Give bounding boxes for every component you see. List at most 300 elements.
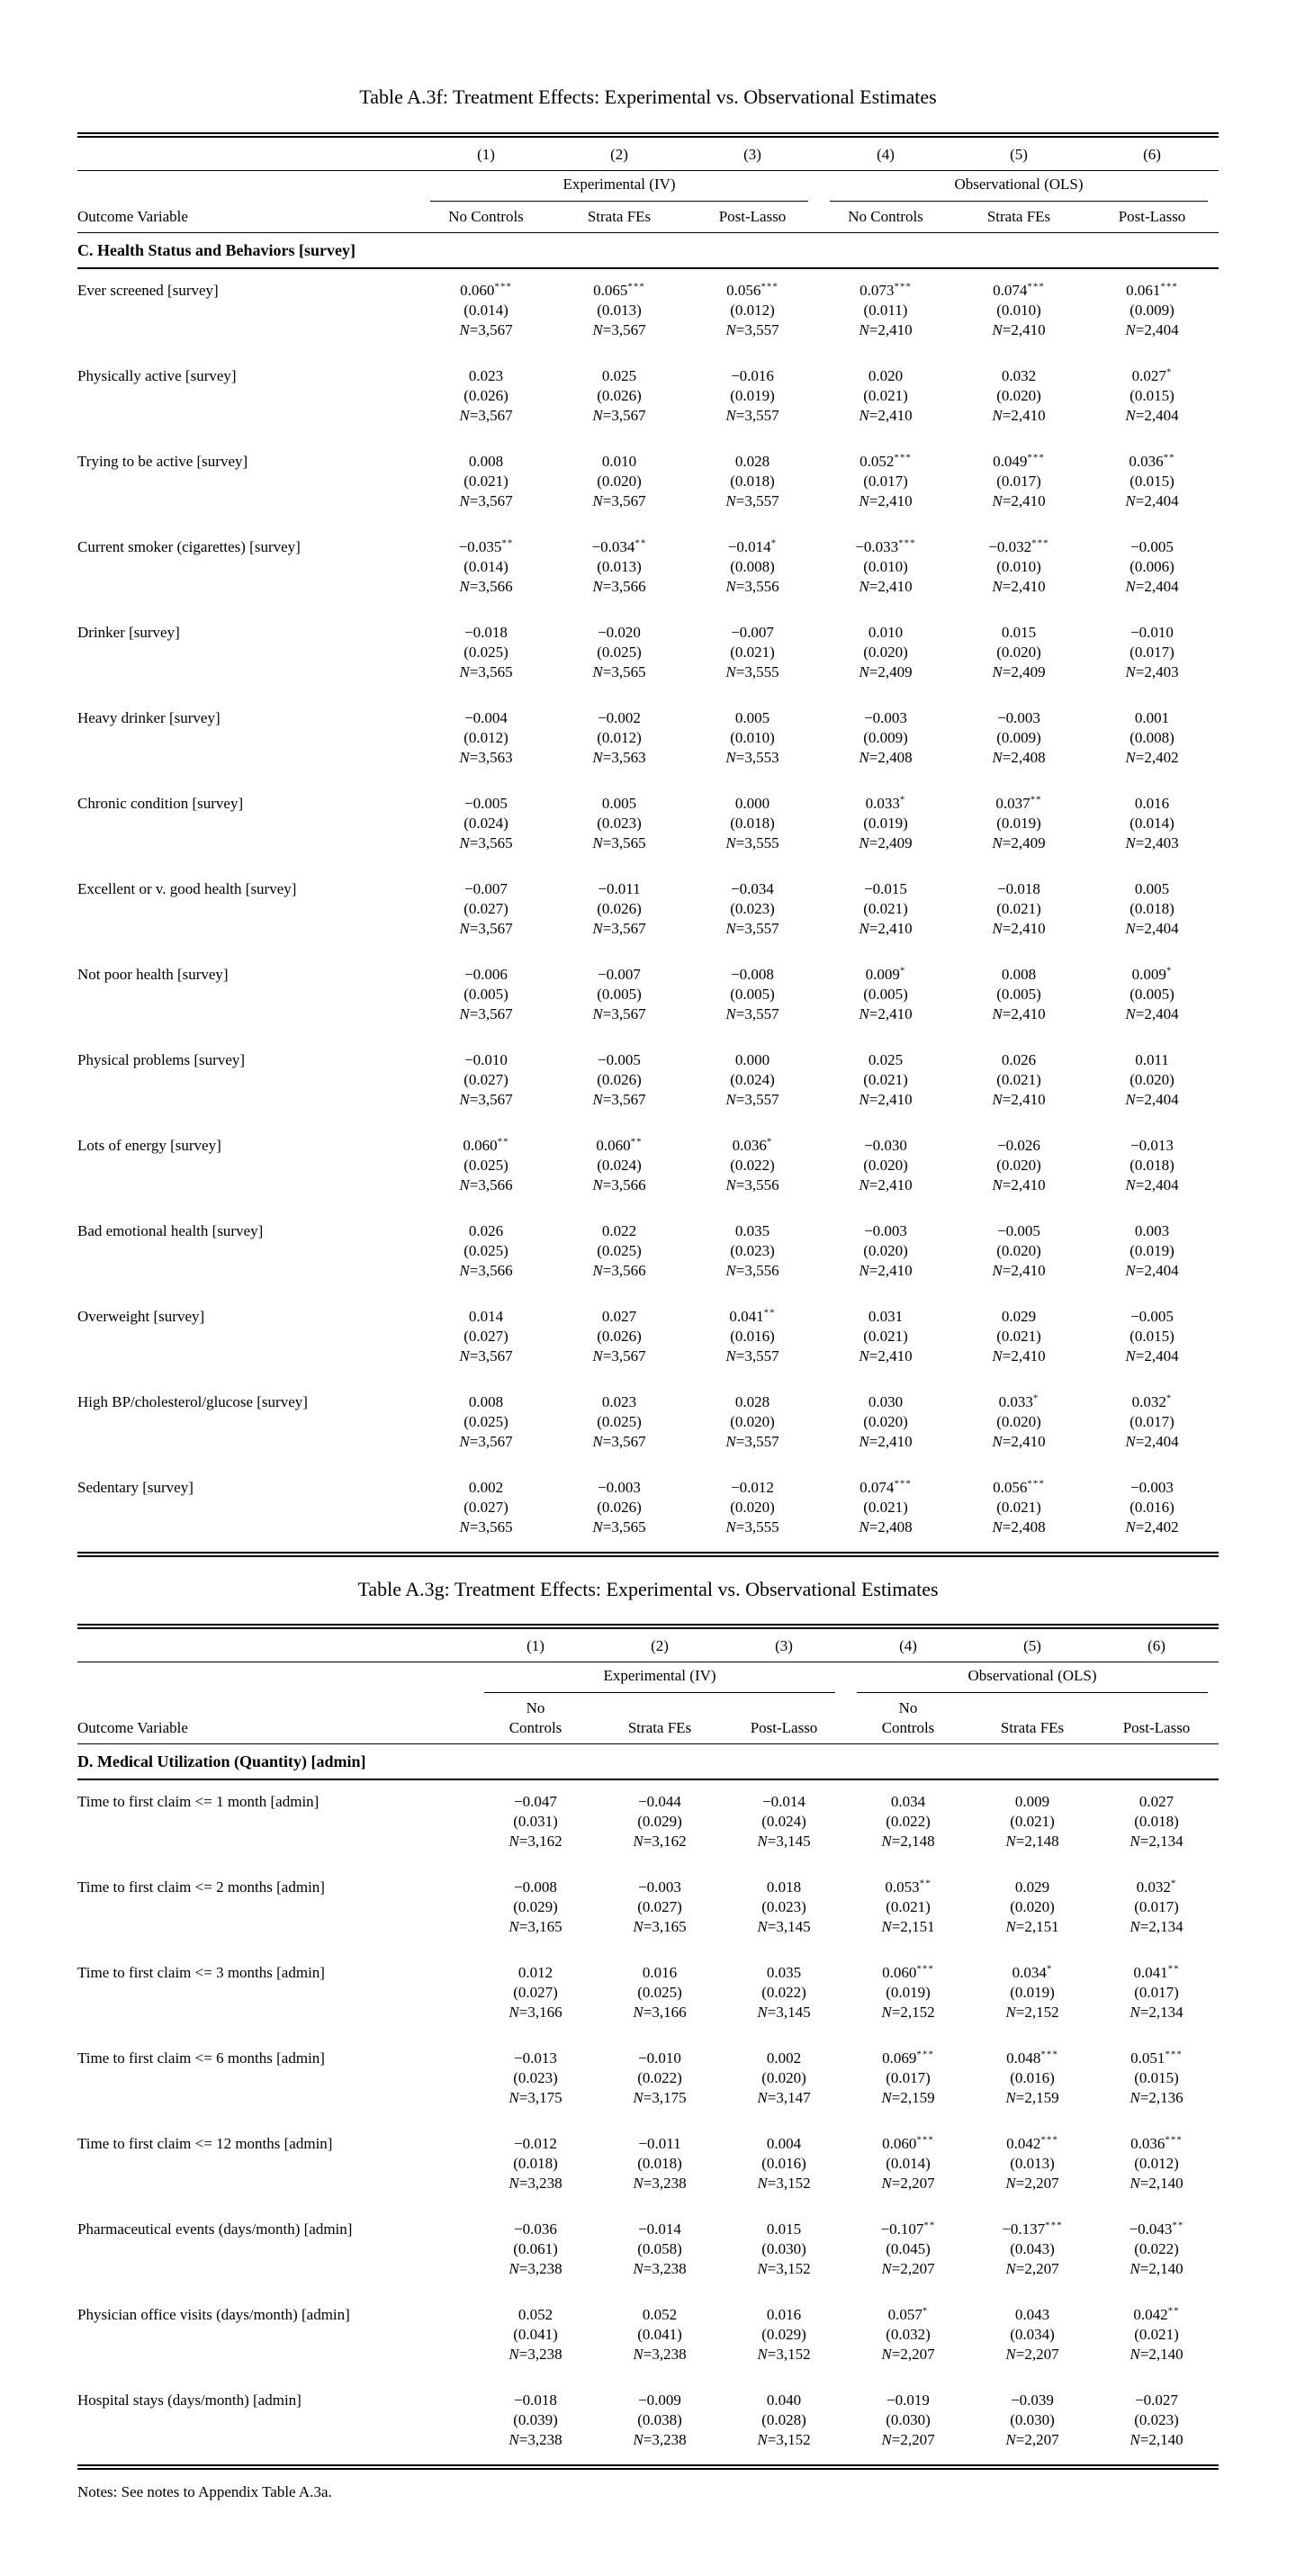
estimate-value: −0.019 xyxy=(886,2391,930,2409)
estimate-value: 0.042** xyxy=(1133,2305,1180,2323)
standard-error: (0.008) xyxy=(730,558,775,575)
result-cell xyxy=(722,2305,846,2364)
significance-stars: *** xyxy=(1027,452,1045,464)
significance-stars: ** xyxy=(1167,2305,1180,2317)
standard-error: (0.020) xyxy=(597,473,642,490)
result-cell xyxy=(970,1963,1094,2022)
result-cell xyxy=(419,794,553,853)
estimate-value: −0.005 xyxy=(464,795,508,812)
sample-size: N=3,567 xyxy=(459,492,513,509)
sample-size: N=3,145 xyxy=(757,1833,811,1850)
sample-size: N=2,408 xyxy=(992,749,1046,766)
standard-error: (0.020) xyxy=(863,644,908,661)
standard-error: (0.021) xyxy=(863,1071,908,1088)
sample-size: N=2,410 xyxy=(992,1347,1046,1365)
result-cell xyxy=(553,1050,686,1110)
estimate-value: 0.003 xyxy=(1134,1222,1170,1239)
sample-size: N=3,556 xyxy=(725,1176,779,1193)
outcome-variable: Lots of energy [survey] xyxy=(77,1137,221,1154)
sample-size: N=2,410 xyxy=(859,1433,913,1450)
standard-error: (0.061) xyxy=(513,2240,558,2257)
result-cell xyxy=(952,366,1085,426)
estimate-value: −0.036 xyxy=(514,2220,557,2238)
standard-error: (0.020) xyxy=(1010,1898,1055,1915)
sample-size: N=3,567 xyxy=(592,1433,646,1450)
standard-error: (0.013) xyxy=(597,302,642,319)
sample-size: N=3,555 xyxy=(725,1518,779,1536)
table-row xyxy=(77,953,1219,1039)
table-row xyxy=(77,1210,1219,1295)
table-a3g-section xyxy=(77,1577,1219,2470)
estimate-value: −0.026 xyxy=(997,1137,1040,1154)
result-cell xyxy=(686,794,819,853)
estimate-value: 0.060** xyxy=(463,1136,509,1154)
sample-size: N=3,165 xyxy=(633,1918,687,1935)
significance-stars: *** xyxy=(1040,2049,1058,2060)
estimate-value: −0.107** xyxy=(880,2220,936,2238)
column-number: (1) xyxy=(526,1637,544,1654)
result-cell xyxy=(1094,2220,1219,2279)
estimate-value: 0.027* xyxy=(1131,366,1173,384)
table-row xyxy=(77,2379,1219,2464)
standard-error: (0.014) xyxy=(886,2155,931,2172)
estimate-value: −0.003 xyxy=(598,1479,641,1496)
standard-error: (0.016) xyxy=(730,1328,775,1345)
estimate-value: 0.009* xyxy=(1131,965,1173,983)
result-cell xyxy=(846,2391,970,2450)
estimate-value: −0.010 xyxy=(638,2049,681,2067)
result-cell xyxy=(722,1963,846,2022)
sample-size: N=3,566 xyxy=(459,578,513,595)
estimate-value: −0.034** xyxy=(591,537,647,555)
significance-stars: ** xyxy=(501,537,514,549)
table-row xyxy=(77,1124,1219,1210)
result-cell xyxy=(473,2049,598,2108)
estimate-value: −0.030 xyxy=(864,1137,907,1154)
standard-error: (0.029) xyxy=(513,1898,558,1915)
standard-error: (0.024) xyxy=(597,1157,642,1174)
estimate-value: 0.023 xyxy=(601,1393,637,1410)
sample-size: N=2,404 xyxy=(1125,920,1179,937)
result-cell xyxy=(419,1392,553,1452)
standard-error: (0.022) xyxy=(761,1984,806,2001)
outcome-variable: Ever screened [survey] xyxy=(77,282,219,299)
estimate-value: −0.034 xyxy=(731,880,774,897)
spacer-cell xyxy=(77,1636,473,1656)
estimate-value: −0.007 xyxy=(464,880,508,897)
sample-size: N=3,566 xyxy=(592,1262,646,1279)
sample-size: N=3,566 xyxy=(459,1262,513,1279)
estimate-value: 0.002 xyxy=(468,1479,504,1496)
sample-size: N=3,238 xyxy=(633,2431,687,2448)
result-cell xyxy=(952,452,1085,511)
estimate-value: −0.013 xyxy=(1130,1137,1174,1154)
result-cell xyxy=(952,794,1085,853)
standard-error: (0.011) xyxy=(863,302,908,319)
document-page xyxy=(77,0,1219,2502)
estimate-value: 0.056*** xyxy=(726,281,778,299)
estimate-value: 0.060*** xyxy=(460,281,512,299)
sample-size: N=3,567 xyxy=(459,1347,513,1365)
result-cell xyxy=(952,1221,1085,1281)
standard-error: (0.019) xyxy=(1130,1242,1174,1259)
standard-error: (0.012) xyxy=(464,729,508,746)
estimate-value: −0.010 xyxy=(1130,624,1174,641)
standard-error: (0.021) xyxy=(863,387,908,404)
significance-stars: ** xyxy=(1167,1963,1180,1975)
standard-error: (0.025) xyxy=(464,1157,508,1174)
estimate-value: −0.003 xyxy=(864,709,907,726)
significance-stars: * xyxy=(770,537,778,549)
standard-error: (0.027) xyxy=(464,1499,508,1516)
group-header: Experimental (IV) xyxy=(419,171,819,202)
result-cell xyxy=(952,965,1085,1024)
sample-size: N=2,410 xyxy=(992,407,1046,424)
standard-error: (0.020) xyxy=(1130,1071,1174,1088)
standard-error: (0.021) xyxy=(996,900,1041,917)
significance-stars: * xyxy=(922,2305,929,2317)
table-bottom-rule xyxy=(77,2464,1219,2470)
result-cell xyxy=(1085,623,1219,682)
sample-size: N=3,567 xyxy=(592,1347,646,1365)
standard-error: (0.016) xyxy=(761,2155,806,2172)
outcome-variable: Time to first claim <= 12 months [admin] xyxy=(77,2135,333,2152)
estimate-value: 0.052 xyxy=(518,2306,554,2323)
standard-error: (0.020) xyxy=(996,1242,1041,1259)
sample-size: N=3,166 xyxy=(508,2004,562,2021)
result-cell xyxy=(819,623,952,682)
estimate-value: 0.011 xyxy=(1135,1051,1169,1068)
estimate-value: −0.044 xyxy=(638,1793,681,1810)
sample-size: N=3,556 xyxy=(725,1262,779,1279)
standard-error: (0.010) xyxy=(863,558,908,575)
sample-size: N=2,404 xyxy=(1125,321,1179,338)
table-bottom-rule xyxy=(77,1552,1219,1557)
sample-size: N=2,408 xyxy=(859,1518,913,1536)
sample-size: N=3,238 xyxy=(508,2346,562,2363)
standard-error: (0.020) xyxy=(730,1413,775,1430)
result-cell xyxy=(970,2305,1094,2364)
estimate-value: −0.012 xyxy=(731,1479,774,1496)
estimate-value: 0.034* xyxy=(1012,1963,1053,1981)
standard-error: (0.014) xyxy=(464,558,508,575)
column-number: (4) xyxy=(899,1637,917,1654)
estimate-value: 0.009 xyxy=(1014,1793,1050,1810)
result-cell xyxy=(1094,1963,1219,2022)
standard-error: (0.019) xyxy=(730,387,775,404)
standard-error: (0.025) xyxy=(637,1984,682,2001)
estimate-value: 0.048*** xyxy=(1006,2049,1058,2067)
standard-error: (0.013) xyxy=(1010,2155,1055,2172)
significance-stars: * xyxy=(899,794,906,806)
result-cell xyxy=(952,281,1085,340)
sample-size: N=3,553 xyxy=(725,749,779,766)
sample-size: N=2,140 xyxy=(1130,2346,1184,2363)
sample-size: N=2,134 xyxy=(1130,2004,1184,2021)
sample-size: N=2,140 xyxy=(1130,2260,1184,2277)
estimate-value: −0.004 xyxy=(464,709,508,726)
sample-size: N=3,238 xyxy=(508,2175,562,2192)
significance-stars: *** xyxy=(1160,281,1178,293)
result-cell xyxy=(598,1963,722,2022)
standard-error: (0.013) xyxy=(597,558,642,575)
result-cell xyxy=(686,1136,819,1195)
standard-error: (0.017) xyxy=(1130,644,1174,661)
sample-size: N=2,404 xyxy=(1125,1176,1179,1193)
estimate-value: 0.029 xyxy=(1001,1308,1037,1325)
result-cell xyxy=(473,1963,598,2022)
estimate-value: −0.047 xyxy=(514,1793,557,1810)
estimate-value: 0.056*** xyxy=(993,1478,1045,1496)
table-a3f-title: Table A.3f: Treatment Effects: Experimental vs. Observational Estimates xyxy=(359,86,937,108)
result-cell xyxy=(419,708,553,768)
standard-error: (0.027) xyxy=(513,1984,558,2001)
table-row xyxy=(77,2122,1219,2208)
standard-error: (0.018) xyxy=(513,2155,558,2172)
estimate-value: −0.002 xyxy=(598,709,641,726)
result-cell xyxy=(419,1307,553,1366)
standard-error: (0.025) xyxy=(597,1413,642,1430)
standard-error: (0.014) xyxy=(1130,815,1174,832)
outcome-variable-header: Outcome Variable xyxy=(77,1719,188,1736)
sample-size: N=3,557 xyxy=(725,1347,779,1365)
result-cell xyxy=(553,623,686,682)
estimate-value: 0.043 xyxy=(1014,2306,1050,2323)
column-number: (6) xyxy=(1148,1637,1166,1654)
significance-stars: * xyxy=(766,1136,773,1148)
standard-error: (0.041) xyxy=(637,2326,682,2343)
outcome-variable: Physically active [survey] xyxy=(77,367,237,384)
sample-size: N=3,166 xyxy=(633,2004,687,2021)
estimate-value: 0.025 xyxy=(868,1051,904,1068)
estimate-value: −0.039 xyxy=(1011,2391,1054,2409)
estimate-value: 0.014 xyxy=(468,1308,504,1325)
estimate-value: 0.000 xyxy=(734,1051,770,1068)
sample-size: N=3,145 xyxy=(757,2004,811,2021)
column-header: Post-Lasso xyxy=(1122,1719,1191,1736)
sample-size: N=3,565 xyxy=(459,1518,513,1536)
result-cell xyxy=(686,965,819,1024)
estimate-value: 0.074*** xyxy=(860,1478,912,1496)
significance-stars: *** xyxy=(894,1478,912,1490)
result-cell xyxy=(722,2134,846,2193)
result-cell xyxy=(1085,281,1219,340)
result-cell xyxy=(419,879,553,939)
result-cell xyxy=(1085,794,1219,853)
sample-size: N=2,410 xyxy=(992,1005,1046,1022)
table-notes: Notes: See notes to Appendix Table A.3a. xyxy=(77,2483,332,2500)
standard-error: (0.017) xyxy=(1134,1984,1179,2001)
standard-error: (0.024) xyxy=(464,815,508,832)
outcome-variable: Chronic condition [survey] xyxy=(77,795,244,812)
result-cell xyxy=(846,2220,970,2279)
sample-size: N=2,409 xyxy=(992,834,1046,851)
result-cell xyxy=(1085,1307,1219,1366)
standard-error: (0.016) xyxy=(1130,1499,1174,1516)
result-cell xyxy=(419,1136,553,1195)
sample-size: N=2,403 xyxy=(1125,663,1179,680)
result-cell xyxy=(598,2220,722,2279)
standard-error: (0.034) xyxy=(1010,2326,1055,2343)
column-number: (3) xyxy=(743,146,761,163)
estimate-value: −0.003 xyxy=(1130,1479,1174,1496)
result-cell xyxy=(1085,452,1219,511)
sample-size: N=2,410 xyxy=(992,920,1046,937)
sample-size: N=2,152 xyxy=(881,2004,935,2021)
sample-size: N=3,567 xyxy=(459,321,513,338)
outcome-variable: Trying to be active [survey] xyxy=(77,453,248,470)
outcome-variable: High BP/cholesterol/glucose [survey] xyxy=(77,1393,308,1410)
sample-size: N=2,404 xyxy=(1125,1262,1179,1279)
column-header-row xyxy=(77,202,1219,232)
result-cell xyxy=(553,537,686,597)
standard-error: (0.009) xyxy=(1130,302,1174,319)
significance-stars: *** xyxy=(1031,537,1049,549)
estimate-value: −0.005 xyxy=(598,1051,641,1068)
column-header: Strata FEs xyxy=(627,1719,692,1736)
significance-stars: ** xyxy=(923,2220,936,2231)
table-row xyxy=(77,355,1219,440)
sample-size: N=2,410 xyxy=(992,1262,1046,1279)
estimate-value: 0.023 xyxy=(468,367,504,384)
significance-stars: * xyxy=(1032,1392,1040,1404)
estimate-value: 0.036*** xyxy=(1130,2134,1183,2152)
estimate-value: 0.004 xyxy=(766,2135,802,2152)
standard-error: (0.026) xyxy=(464,387,508,404)
result-cell xyxy=(952,708,1085,768)
sample-size: N=3,152 xyxy=(757,2175,811,2192)
column-number: (5) xyxy=(1010,146,1028,163)
column-number: (3) xyxy=(775,1637,793,1654)
outcome-variable: Pharmaceutical events (days/month) [admin] xyxy=(77,2220,353,2238)
standard-error: (0.020) xyxy=(996,387,1041,404)
outcome-variable: Physician office visits (days/month) [admin] xyxy=(77,2306,350,2323)
estimate-value: 0.008 xyxy=(1001,966,1037,983)
sample-size: N=3,556 xyxy=(725,578,779,595)
significance-stars: ** xyxy=(1172,2220,1184,2231)
result-cell xyxy=(819,794,952,853)
sample-size: N=3,238 xyxy=(508,2431,562,2448)
column-number: (6) xyxy=(1143,146,1161,163)
result-cell xyxy=(553,281,686,340)
result-cell xyxy=(819,708,952,768)
standard-error: (0.021) xyxy=(730,644,775,661)
standard-error: (0.027) xyxy=(464,1328,508,1345)
result-cell xyxy=(846,1792,970,1851)
estimate-value: 0.061*** xyxy=(1126,281,1178,299)
significance-stars: ** xyxy=(1030,794,1042,806)
outcome-variable: Excellent or v. good health [survey] xyxy=(77,880,297,897)
column-number-row xyxy=(77,1629,1219,1662)
sample-size: N=2,404 xyxy=(1125,1091,1179,1108)
column-header: Post-Lasso xyxy=(1118,208,1186,225)
sample-size: N=2,409 xyxy=(859,663,913,680)
section-row xyxy=(77,1744,1219,1779)
standard-error: (0.022) xyxy=(730,1157,775,1174)
sample-size: N=2,207 xyxy=(881,2431,935,2448)
significance-stars: * xyxy=(1170,1878,1177,1889)
estimate-value: −0.008 xyxy=(731,966,774,983)
group-header-row xyxy=(77,171,1219,202)
column-header: Strata FEs xyxy=(1000,1719,1065,1736)
outcome-variable: Time to first claim <= 1 month [admin] xyxy=(77,1793,320,1810)
result-cell xyxy=(1085,366,1219,426)
sample-size: N=3,567 xyxy=(459,1433,513,1450)
standard-error: (0.027) xyxy=(464,1071,508,1088)
result-cell xyxy=(686,879,819,939)
standard-error: (0.058) xyxy=(637,2240,682,2257)
result-cell xyxy=(553,366,686,426)
estimate-value: −0.005 xyxy=(997,1222,1040,1239)
standard-error: (0.015) xyxy=(1130,473,1174,490)
result-cell xyxy=(419,366,553,426)
column-header: No Controls xyxy=(448,208,524,225)
outcome-variable: Overweight [survey] xyxy=(77,1308,205,1325)
result-cell xyxy=(686,1050,819,1110)
estimate-value: −0.016 xyxy=(731,367,774,384)
column-number: (5) xyxy=(1023,1637,1041,1654)
result-cell xyxy=(846,1878,970,1937)
spacer-cell xyxy=(77,1662,473,1693)
result-cell xyxy=(598,1792,722,1851)
estimate-value: 0.060*** xyxy=(882,1963,934,1981)
outcome-variable: Not poor health [survey] xyxy=(77,966,229,983)
estimate-value: 0.030 xyxy=(868,1393,904,1410)
table-row xyxy=(77,526,1219,611)
sample-size: N=2,410 xyxy=(859,1347,913,1365)
standard-error: (0.030) xyxy=(1010,2411,1055,2428)
sample-size: N=2,207 xyxy=(881,2260,935,2277)
table-a3g xyxy=(77,1624,1219,2470)
result-cell xyxy=(419,1478,553,1537)
standard-error: (0.020) xyxy=(863,1242,908,1259)
sample-size: N=3,565 xyxy=(459,834,513,851)
sample-size: N=3,566 xyxy=(592,578,646,595)
significance-stars: *** xyxy=(1027,281,1045,293)
standard-error: (0.018) xyxy=(730,473,775,490)
standard-error: (0.016) xyxy=(1010,2069,1055,2086)
estimate-value: 0.025 xyxy=(601,367,637,384)
standard-error: (0.023) xyxy=(761,1898,806,1915)
sample-size: N=3,152 xyxy=(757,2431,811,2448)
sample-size: N=3,563 xyxy=(459,749,513,766)
sample-size: N=3,162 xyxy=(633,1833,687,1850)
estimate-value: 0.020 xyxy=(868,367,904,384)
estimate-value: −0.014* xyxy=(727,537,778,555)
estimate-value: −0.003 xyxy=(638,1878,681,1896)
estimate-value: −0.003 xyxy=(864,1222,907,1239)
sample-size: N=2,151 xyxy=(1005,1918,1059,1935)
standard-error: (0.026) xyxy=(597,1071,642,1088)
estimate-value: −0.015 xyxy=(864,880,907,897)
sample-size: N=2,159 xyxy=(881,2089,935,2106)
standard-error: (0.045) xyxy=(886,2240,931,2257)
estimate-value: 0.036* xyxy=(732,1136,773,1154)
table-row xyxy=(77,2037,1219,2122)
standard-error: (0.023) xyxy=(513,2069,558,2086)
sample-size: N=2,410 xyxy=(992,321,1046,338)
sample-size: N=2,410 xyxy=(859,920,913,937)
column-header: Strata FEs xyxy=(587,208,652,225)
result-cell xyxy=(819,281,952,340)
standard-error: (0.029) xyxy=(637,1813,682,1830)
estimate-value: 0.027 xyxy=(1138,1793,1174,1810)
sample-size: N=2,410 xyxy=(859,407,913,424)
estimate-value: 0.065*** xyxy=(593,281,645,299)
standard-error: (0.021) xyxy=(886,1898,931,1915)
result-cell xyxy=(686,1478,819,1537)
result-cell xyxy=(952,1050,1085,1110)
